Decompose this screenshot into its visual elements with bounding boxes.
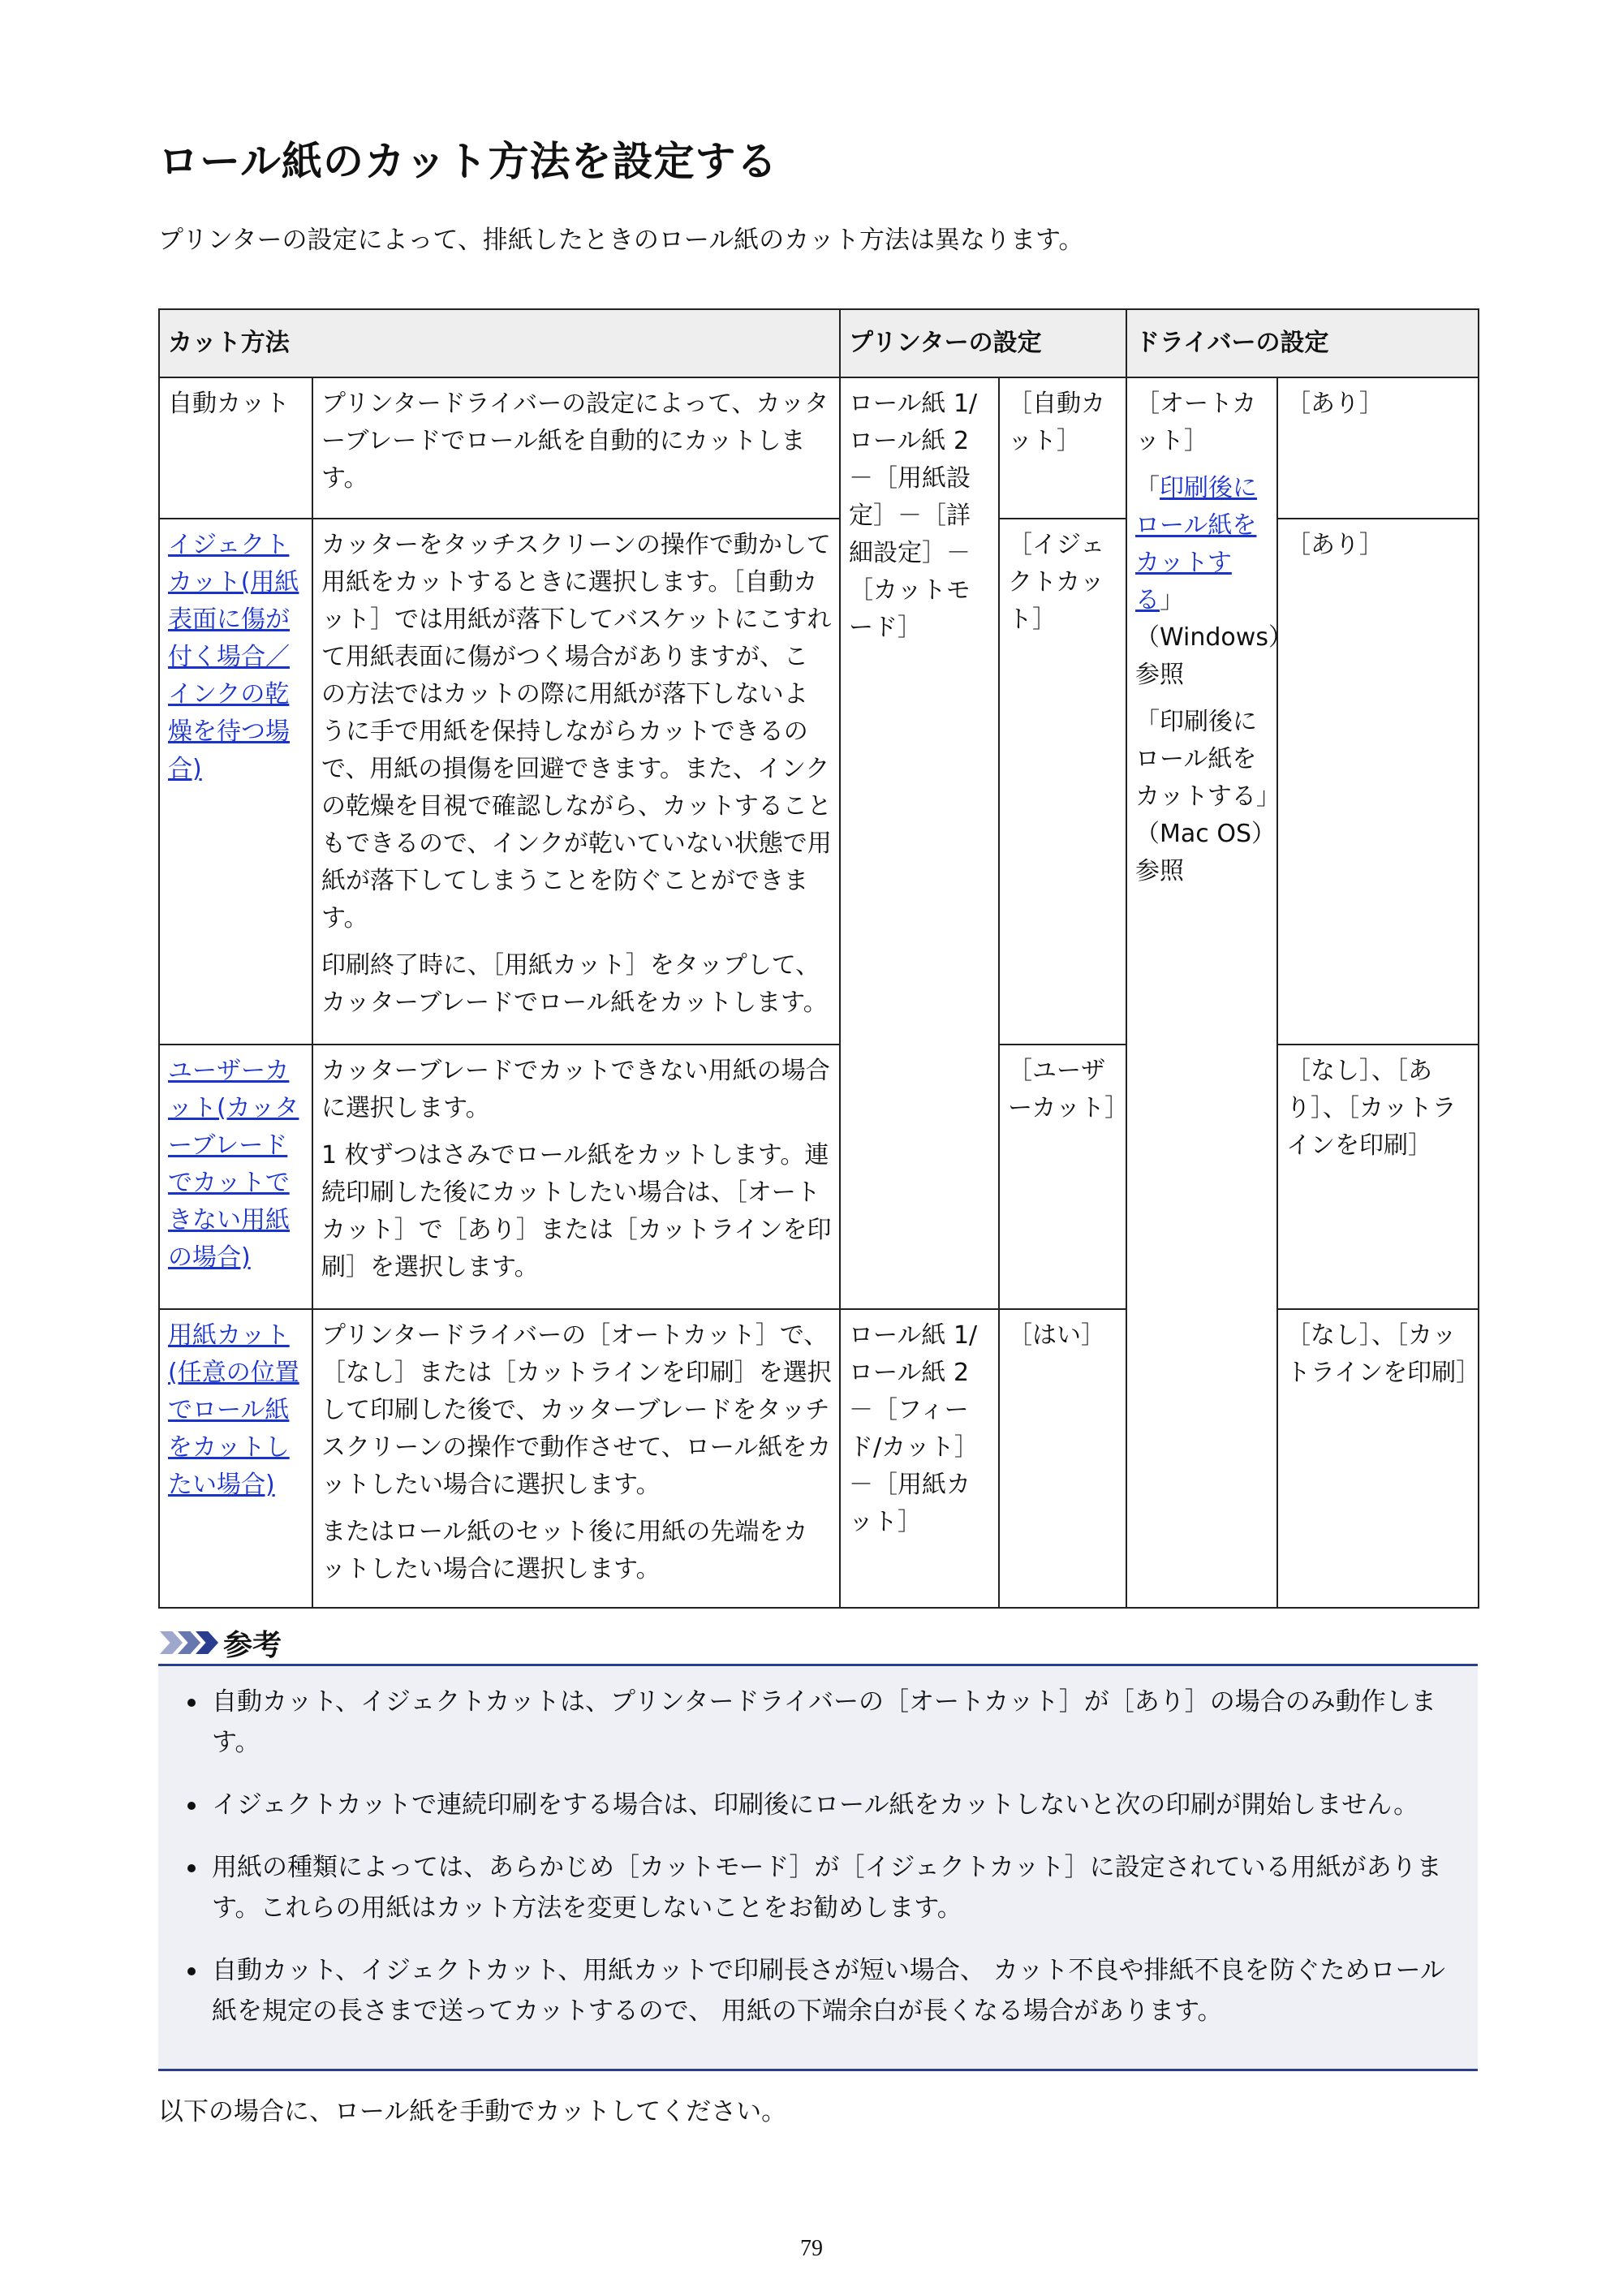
note-item: イジェクトカットで連続印刷をする場合は、印刷後にロール紙をカットしないと次の印刷が開始しません。 — [183, 1785, 1453, 1825]
method-name-link — [159, 1045, 312, 1309]
driver-value: ［あり］ — [1277, 377, 1479, 519]
driver-item — [1126, 377, 1293, 1608]
method-name-link — [159, 1309, 312, 1608]
method-desc — [312, 377, 840, 519]
chevron-arrows-icon — [160, 1631, 213, 1654]
desc-paragraph: またはロール紙のセット後に用紙の先端をカットしたい場合に選択します。 — [321, 1518, 808, 1583]
page-number: 79 — [800, 2236, 823, 2261]
printer-value: ［ユーザーカット］ — [999, 1045, 1126, 1309]
desc-paragraph: 1 枚ずつはさみでロール紙をカットします。連続印刷した後にカットしたい場合は、［オートカット］で［あり］または［カットラインを印刷］を選択します。 — [321, 1141, 832, 1282]
note-list — [158, 1667, 1478, 2031]
printer-menu-path: ロール紙 1/ロール紙 2 －［用紙設定］－［詳細設定］－［カットモード］ — [840, 377, 999, 1309]
intro-text: プリンターの設定によって、排紙したときのロール紙のカット方法は異なります。 — [158, 226, 1084, 255]
page-title: ロール紙のカット方法を設定する — [158, 138, 778, 185]
desc-paragraph: カッターブレードでカットできない用紙の場合に選択します。 — [321, 1057, 830, 1122]
desc-paragraph: プリンタードライバーの［オートカット］で、［なし］または［カットラインを印刷］を選択して印刷した後で、カッターブレードをタッチスクリーンの操作で動作させて、ロール紙をカットしたい場合に選択します。 — [321, 1321, 832, 1499]
driver-ref-mac: 「印刷後にロール紙をカットする」（Mac OS）参照 — [1135, 708, 1268, 885]
table-header-row — [159, 309, 1479, 377]
driver-ref-windows: 「印刷後にロール紙をカットする」（Windows）参照 — [1135, 474, 1293, 689]
driver-item-label: ［オートカット］ — [1135, 390, 1257, 455]
link-user-cut[interactable]: ユーザーカット(カッターブレードでカットできない用紙の場合) — [168, 1057, 299, 1272]
method-name-link — [159, 519, 312, 1045]
printer-menu-path: ロール紙 1/ロール紙 2 －［フィード/カット］－［用紙カット］ — [840, 1309, 999, 1608]
link-paper-cut[interactable]: 用紙カット(任意の位置でロール紙をカットしたい場合) — [168, 1321, 299, 1499]
printer-value: ［はい］ — [999, 1309, 1126, 1608]
printer-value: ［自動カット］ — [999, 377, 1126, 519]
desc-paragraph: カッターをタッチスクリーンの操作で動かして用紙をカットするときに選択します。［自動カット］では用紙が落下してバスケットにこすれて用紙表面に傷がつく場合がありますが、この方法ではカットの際に用紙が落下しないように手で用紙を保持しながらカットできるので、用紙の損傷を回避できます。また、インクの乾燥を目視で確認しながら、カットすることもできるので、インクが乾いていない状態で用紙が落下してしまうことを防ぐことができます。 — [321, 531, 832, 933]
header-printer-setting: プリンターの設定 — [840, 309, 1126, 377]
note-item: 自動カット、イジェクトカット、用紙カットで印刷長さが短い場合、 カット不良や排紙不良を防ぐためロール紙を規定の長さまで送ってカットするので、 用紙の下端余白が長くなる場合があります。 — [183, 1950, 1453, 2031]
table-row — [159, 519, 1479, 1045]
table-row — [159, 1309, 1479, 1608]
desc-paragraph: 印刷終了時に、［用紙カット］をタップして、カッターブレードでロール紙をカットします。 — [321, 951, 828, 1017]
table-row — [159, 377, 1479, 519]
method-name-auto-cut: 自動カット — [159, 377, 312, 519]
method-desc — [312, 1309, 840, 1608]
note-box — [158, 1667, 1478, 2071]
table-row — [159, 1045, 1479, 1309]
method-desc — [312, 519, 840, 1045]
chevron-right-icon — [160, 1631, 183, 1654]
note-title: 参考 — [223, 1628, 282, 1662]
header-cut-method: カット方法 — [159, 309, 840, 377]
note-item: 用紙の種類によっては、あらかじめ［カットモード］が［イジェクトカット］に設定されている用紙があります。これらの用紙はカット方法を変更しないことをお勧めします。 — [183, 1847, 1453, 1928]
link-eject-cut[interactable]: イジェクトカット(用紙表面に傷が付く場合／インクの乾燥を待つ場合) — [168, 531, 299, 783]
printer-value: ［イジェクトカット］ — [999, 519, 1126, 1045]
driver-value: ［なし］、［あり］、［カットラインを印刷］ — [1277, 1045, 1479, 1309]
driver-value: ［あり］ — [1277, 519, 1479, 1045]
note-item: 自動カット、イジェクトカットは、プリンタードライバーの［オートカット］が［あり］の場合のみ動作します。 — [183, 1682, 1453, 1763]
driver-value: ［なし］、［カットラインを印刷］ — [1277, 1309, 1479, 1608]
outro-text: 以下の場合に、ロール紙を手動でカットしてください。 — [158, 2097, 787, 2126]
cut-method-table — [158, 308, 1479, 1609]
method-desc — [312, 1045, 840, 1309]
header-driver-setting: ドライバーの設定 — [1126, 309, 1479, 377]
note-header — [158, 1622, 1478, 1666]
link-windows-reference[interactable]: 印刷後にロール紙をカットする — [1135, 474, 1258, 614]
desc-paragraph: プリンタードライバーの設定によって、カッターブレードでロール紙を自動的にカットします。 — [321, 390, 829, 493]
